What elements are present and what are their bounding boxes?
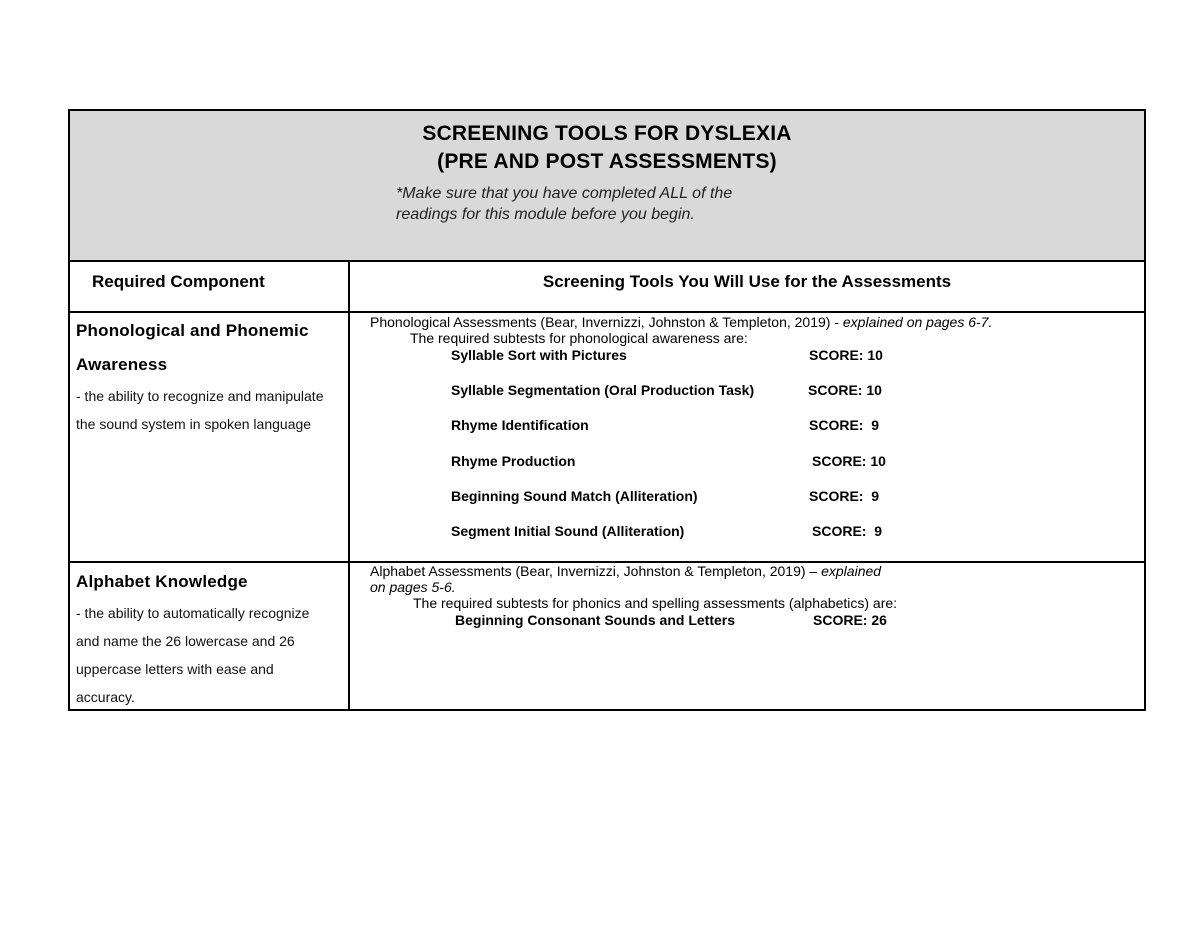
subtest-score: SCORE: 10 xyxy=(809,347,883,363)
component-description: uppercase letters with ease and xyxy=(76,661,274,677)
component-description: and name the 26 lowercase and 26 xyxy=(76,633,295,649)
column-header-tools: Screening Tools You Will Use for the Assessments xyxy=(542,272,952,291)
tools-cell xyxy=(370,563,1134,628)
subtest-score: SCORE: 10 xyxy=(808,382,882,398)
subtest-name: Syllable Segmentation (Oral Production Task) xyxy=(451,382,755,398)
assessment-pages: on pages 5-6. xyxy=(370,579,456,595)
subtest-name: Beginning Sound Match (Alliteration) xyxy=(451,488,698,504)
subtest-name: Rhyme Identification xyxy=(451,417,589,433)
assessment-source: Alphabet Assessments (Bear, Invernizzi, Johnston & Templeton, 2019) – xyxy=(370,563,822,579)
component-cell xyxy=(76,314,346,438)
component-name-line2: Awareness xyxy=(76,355,168,374)
reading-note-line2: readings for this module before you begin. xyxy=(396,206,695,223)
component-name: Alphabet Knowledge xyxy=(76,572,248,591)
subtest-name: Syllable Sort with Pictures xyxy=(451,347,627,363)
component-description: accuracy. xyxy=(76,689,135,705)
column-divider xyxy=(348,262,350,709)
row-divider xyxy=(70,311,1144,313)
subtest-score: SCORE: 10 xyxy=(812,453,886,469)
component-name: Phonological and Phonemic xyxy=(76,321,309,340)
component-description: - the ability to recognize and manipulate xyxy=(76,388,324,404)
component-description: the sound system in spoken language xyxy=(76,416,312,432)
subtest-score: SCORE: 26 xyxy=(813,612,887,628)
page-title: SCREENING TOOLS FOR DYSLEXIA xyxy=(422,122,792,145)
subtest-score: SCORE: 9 xyxy=(809,488,880,504)
assessment-intro-line2 xyxy=(370,579,1134,595)
subtest-score: SCORE: 9 xyxy=(809,417,880,433)
subtest-score: SCORE: 9 xyxy=(812,523,883,539)
table-header xyxy=(70,111,1144,262)
assessment-intro xyxy=(370,314,1134,330)
subtests-intro: The required subtests for phonics and spelling assessments (alphabetics) are: xyxy=(413,595,898,611)
assessment-intro xyxy=(370,563,1134,579)
subtest-name: Segment Initial Sound (Alliteration) xyxy=(451,523,685,539)
screening-table xyxy=(68,109,1146,711)
subtest-name: Rhyme Production xyxy=(451,453,576,469)
tools-cell xyxy=(370,314,1134,539)
assessment-pages: explained xyxy=(821,563,882,579)
component-description: - the ability to automatically recognize xyxy=(76,605,310,621)
reading-note-line1: *Make sure that you have completed ALL of the xyxy=(396,185,733,202)
column-header-component: Required Component xyxy=(92,272,265,291)
assessment-pages: explained on pages 6-7. xyxy=(842,314,993,330)
subtest-name: Beginning Consonant Sounds and Letters xyxy=(455,612,735,628)
page-subtitle: (PRE AND POST ASSESSMENTS) xyxy=(437,150,777,173)
assessment-source: Phonological Assessments (Bear, Invernizzi, Johnston & Templeton, 2019) - xyxy=(370,314,843,330)
subtests-intro: The required subtests for phonological awareness are: xyxy=(410,330,748,346)
component-cell xyxy=(76,565,346,711)
reading-note xyxy=(396,183,816,225)
